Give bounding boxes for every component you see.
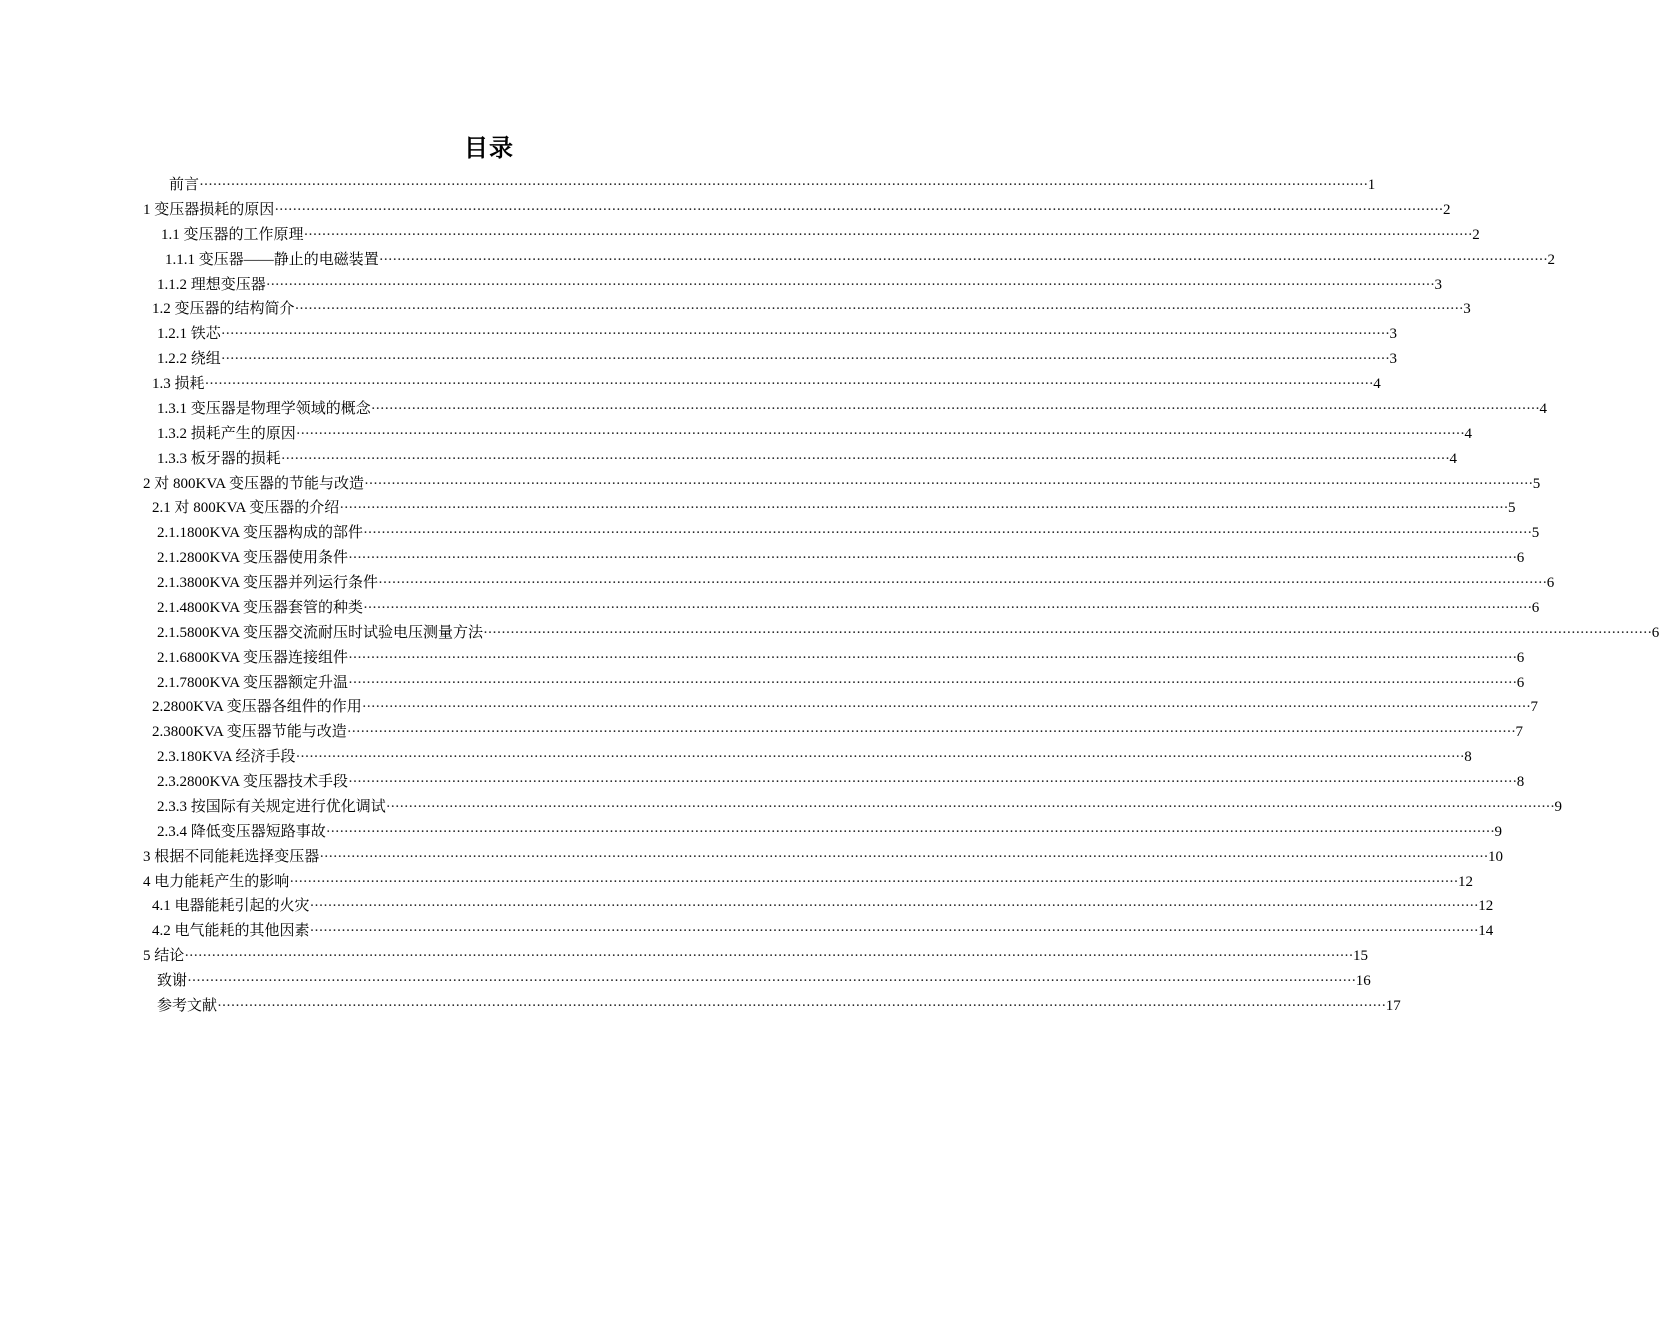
toc-entry-line bbox=[157, 397, 1547, 422]
toc-title: 目录 bbox=[464, 134, 514, 162]
toc-page-number: 6 bbox=[1531, 599, 1540, 616]
toc-entry-line bbox=[143, 198, 1451, 223]
toc-entry[interactable] bbox=[0, 198, 1451, 223]
toc-leader-dots: ···································································································································································································································································· bbox=[319, 848, 1488, 865]
toc-list bbox=[0, 173, 1659, 1019]
toc-entry-text: 2.3800KVA 变压器节能与改造 bbox=[152, 724, 347, 741]
toc-page-number: 7 bbox=[1530, 699, 1538, 716]
toc-entry-line bbox=[157, 521, 1540, 546]
toc-entry[interactable] bbox=[0, 447, 1457, 472]
toc-entry-text: 1.3.2 损耗产生的原因 bbox=[157, 425, 296, 442]
toc-entry-text: 2 对 800KVA 变压器的节能与改造 bbox=[143, 475, 364, 492]
toc-page-number: 4 bbox=[1373, 376, 1381, 392]
toc-entry-text: 2.1.4800KVA 变压器套管的种类 bbox=[157, 599, 363, 616]
toc-entry-line bbox=[152, 297, 1471, 322]
toc-leader-dots: ···································································································································································································································································· bbox=[325, 823, 1495, 840]
toc-entry-text: 2.1.1800KVA 变压器构成的部件 bbox=[157, 525, 363, 542]
toc-entry-text: 1.1.1 变压器——静止的电磁装置 bbox=[165, 251, 379, 268]
toc-entry-line bbox=[152, 919, 1494, 944]
toc-page-number: 9 bbox=[1554, 798, 1562, 815]
toc-entry[interactable] bbox=[0, 969, 1371, 994]
toc-leader-dots: ···································································································································································································································································· bbox=[339, 500, 1508, 517]
toc-leader-dots: ···································································································································································································································································· bbox=[204, 376, 1374, 392]
toc-entry-line bbox=[161, 223, 1480, 248]
toc-entry[interactable] bbox=[0, 870, 1473, 895]
toc-page-number: 1 bbox=[1367, 177, 1376, 193]
toc-entry[interactable] bbox=[0, 472, 1541, 497]
toc-entry-text: 1.3.1 变压器是物理学领域的概念 bbox=[157, 400, 371, 417]
toc-entry-text: 参考文献 bbox=[157, 997, 218, 1014]
toc-entry-line bbox=[157, 347, 1397, 372]
toc-page-number: 3 bbox=[1463, 301, 1471, 318]
toc-entry[interactable] bbox=[0, 521, 1540, 546]
toc-page-number: 6 bbox=[1546, 575, 1555, 591]
toc-page-number: 6 bbox=[1651, 624, 1659, 641]
toc-entry[interactable] bbox=[0, 223, 1480, 248]
toc-entry-text: 2.3.4 降低变压器短路事故 bbox=[157, 823, 326, 840]
toc-page-number: 14 bbox=[1478, 923, 1494, 940]
toc-entry-text: 致谢 bbox=[157, 973, 188, 989]
toc-leader-dots: ···································································································································································································································································· bbox=[274, 201, 1443, 218]
toc-leader-dots: ···································································································································································································································································· bbox=[184, 948, 1353, 965]
toc-leader-dots: ···································································································································································································································································· bbox=[364, 475, 1533, 492]
toc-leader-dots: ···································································································································································································································································· bbox=[289, 873, 1458, 890]
toc-leader-dots: ···································································································································································································································································· bbox=[363, 599, 1532, 616]
toc-entry-text: 4.1 电器能耗引起的火灾 bbox=[152, 898, 310, 915]
toc-leader-dots: ···································································································································································································································································· bbox=[220, 326, 1390, 343]
toc-entry-text: 2.1.2800KVA 变压器使用条件 bbox=[157, 550, 348, 567]
toc-entry[interactable] bbox=[0, 845, 1503, 870]
toc-entry-text: 2.2800KVA 变压器各组件的作用 bbox=[152, 699, 362, 716]
toc-entry[interactable] bbox=[0, 671, 1525, 696]
toc-entry[interactable] bbox=[0, 770, 1525, 795]
toc-page-number: 2 bbox=[1547, 251, 1555, 268]
toc-entry-text: 1 变压器损耗的原因 bbox=[143, 201, 275, 218]
toc-entry-text: 3 根据不同能耗选择变压器 bbox=[143, 848, 320, 865]
toc-page-number: 2 bbox=[1472, 226, 1480, 243]
toc-entry-text: 2.1.5800KVA 变压器交流耐压时试验电压测量方法 bbox=[157, 624, 483, 641]
toc-entry-line bbox=[157, 322, 1397, 347]
toc-entry-text: 5 结论 bbox=[143, 948, 185, 965]
toc-leader-dots: ···································································································································································································································································· bbox=[361, 699, 1531, 716]
toc-entry[interactable] bbox=[0, 173, 1376, 198]
toc-entry-text: 1.1.2 理想变压器 bbox=[157, 276, 266, 293]
toc-page-number: 10 bbox=[1488, 848, 1503, 865]
toc-entry-line bbox=[157, 745, 1472, 770]
toc-leader-dots: ···································································································································································································································································· bbox=[187, 973, 1356, 989]
toc-leader-dots: ···································································································································································································································································· bbox=[295, 749, 1465, 766]
toc-entry[interactable] bbox=[0, 720, 1523, 745]
toc-entry[interactable] bbox=[0, 397, 1547, 422]
toc-page-number: 6 bbox=[1516, 550, 1525, 567]
toc-page-number: 5 bbox=[1507, 500, 1516, 517]
toc-entry-line bbox=[143, 845, 1503, 870]
toc-entry-line bbox=[157, 820, 1502, 845]
toc-page-number: 3 bbox=[1434, 276, 1442, 293]
toc-entry-line bbox=[157, 621, 1659, 646]
toc-leader-dots: ···································································································································································································································································· bbox=[348, 774, 1517, 790]
toc-entry-line bbox=[157, 969, 1371, 994]
toc-entry-line bbox=[157, 546, 1525, 571]
toc-entry-line bbox=[157, 273, 1442, 298]
toc-entry-text: 1.2.2 绕组 bbox=[157, 351, 221, 368]
toc-page-number: 12 bbox=[1478, 898, 1494, 915]
toc-page-number: 2 bbox=[1443, 201, 1451, 218]
toc-entry-text: 4 电力能耗产生的影响 bbox=[143, 873, 290, 890]
toc-leader-dots: ···································································································································································································································································· bbox=[280, 450, 1450, 467]
toc-entry-line bbox=[157, 770, 1525, 795]
toc-entry-text: 1.3 损耗 bbox=[152, 376, 205, 392]
toc-entry-text: 前言 bbox=[169, 177, 200, 193]
toc-page-number: 9 bbox=[1494, 823, 1502, 840]
toc-entry[interactable] bbox=[0, 894, 1494, 919]
toc-leader-dots: ···································································································································································································································································· bbox=[378, 575, 1547, 591]
toc-entry-line bbox=[169, 173, 1376, 198]
toc-entry-line bbox=[157, 671, 1525, 696]
toc-entry[interactable] bbox=[0, 297, 1471, 322]
toc-entry[interactable] bbox=[0, 273, 1442, 298]
toc-entry-line bbox=[152, 496, 1516, 521]
toc-entry-text: 1.1 变压器的工作原理 bbox=[161, 226, 304, 243]
toc-entry-text: 2.1.3800KVA 变压器并列运行条件 bbox=[157, 575, 378, 591]
toc-leader-dots: ···································································································································································································································································· bbox=[199, 177, 1368, 193]
toc-entry[interactable] bbox=[0, 596, 1540, 621]
toc-entry[interactable] bbox=[0, 546, 1525, 571]
toc-entry-text: 2.3.2800KVA 变压器技术手段 bbox=[157, 774, 348, 790]
toc-leader-dots: ···································································································································································································································································· bbox=[378, 251, 1548, 268]
toc-leader-dots: ···································································································································································································································································· bbox=[363, 525, 1532, 542]
toc-page-number: 5 bbox=[1531, 525, 1540, 542]
toc-entry-text: 1.2 变压器的结构简介 bbox=[152, 301, 295, 318]
toc-entry-line bbox=[157, 994, 1401, 1019]
toc-page-number: 4 bbox=[1464, 425, 1472, 442]
toc-entry-text: 2.3.3 按国际有关规定进行优化调试 bbox=[157, 798, 386, 815]
toc-entry[interactable] bbox=[0, 248, 1555, 273]
toc-entry[interactable] bbox=[0, 919, 1494, 944]
toc-leader-dots: ···································································································································································································································································· bbox=[348, 649, 1517, 666]
toc-page-number: 4 bbox=[1539, 400, 1547, 417]
toc-leader-dots: ···································································································································································································································································· bbox=[346, 724, 1516, 741]
toc-entry-line bbox=[152, 894, 1494, 919]
toc-entry[interactable] bbox=[0, 496, 1516, 521]
toc-page-number: 15 bbox=[1353, 948, 1368, 965]
toc-entry-text: 2.1 对 800KVA 变压器的介绍 bbox=[152, 500, 340, 517]
toc-leader-dots: ···································································································································································································································································· bbox=[265, 276, 1435, 293]
toc-entry-text: 2.1.6800KVA 变压器连接组件 bbox=[157, 649, 348, 666]
toc-page-number: 16 bbox=[1355, 973, 1371, 989]
toc-entry[interactable] bbox=[0, 820, 1502, 845]
toc-entry-text: 4.2 电气能耗的其他因素 bbox=[152, 923, 310, 940]
toc-entry-text: 2.3.180KVA 经济手段 bbox=[157, 749, 296, 766]
toc-leader-dots: ···································································································································································································································································· bbox=[295, 425, 1465, 442]
toc-entry[interactable] bbox=[0, 745, 1472, 770]
toc-leader-dots: ···································································································································································································································································· bbox=[348, 674, 1517, 691]
toc-entry-line bbox=[157, 447, 1457, 472]
toc-page-number: 5 bbox=[1532, 475, 1541, 492]
toc-page-number: 17 bbox=[1385, 997, 1401, 1014]
toc-leader-dots: ···································································································································································································································································· bbox=[348, 550, 1517, 567]
toc-entry-line bbox=[157, 596, 1540, 621]
toc-entry-line bbox=[143, 472, 1541, 497]
toc-leader-dots: ···································································································································································································································································· bbox=[483, 624, 1652, 641]
toc-page-number: 12 bbox=[1458, 873, 1473, 890]
toc-entry-line bbox=[157, 571, 1555, 596]
toc-leader-dots: ···································································································································································································································································· bbox=[217, 997, 1386, 1014]
toc-page-number: 4 bbox=[1449, 450, 1457, 467]
toc-entry-line bbox=[152, 720, 1523, 745]
toc-page-number: 6 bbox=[1516, 674, 1525, 691]
toc-entry-line bbox=[157, 795, 1562, 820]
toc-page-number: 8 bbox=[1516, 774, 1525, 790]
toc-leader-dots: ···································································································································································································································································· bbox=[303, 226, 1473, 243]
toc-leader-dots: ···································································································································································································································································· bbox=[309, 898, 1479, 915]
toc-page-number: 8 bbox=[1464, 749, 1472, 766]
toc-leader-dots: ···································································································································································································································································· bbox=[294, 301, 1464, 318]
toc-entry[interactable] bbox=[0, 795, 1562, 820]
toc-page-number: 7 bbox=[1515, 724, 1523, 741]
toc-entry-text: 1.2.1 铁芯 bbox=[157, 326, 221, 343]
toc-entry-line bbox=[157, 422, 1472, 447]
toc-entry-line bbox=[143, 944, 1368, 969]
toc-entry[interactable] bbox=[0, 994, 1401, 1019]
toc-leader-dots: ···································································································································································································································································· bbox=[309, 923, 1479, 940]
toc-entry[interactable] bbox=[0, 422, 1472, 447]
toc-entry[interactable] bbox=[0, 621, 1659, 646]
toc-entry[interactable] bbox=[0, 347, 1397, 372]
toc-entry-line bbox=[157, 646, 1525, 671]
toc-entry[interactable] bbox=[0, 322, 1397, 347]
toc-entry-text: 2.1.7800KVA 变压器额定升温 bbox=[157, 674, 348, 691]
toc-entry[interactable] bbox=[0, 695, 1538, 720]
toc-entry-line bbox=[143, 870, 1473, 895]
toc-entry[interactable] bbox=[0, 944, 1368, 969]
toc-page-number: 3 bbox=[1389, 351, 1397, 368]
toc-leader-dots: ···································································································································································································································································· bbox=[385, 798, 1555, 815]
toc-entry[interactable] bbox=[0, 571, 1555, 596]
toc-entry[interactable] bbox=[0, 372, 1381, 397]
toc-page-number: 3 bbox=[1389, 326, 1397, 343]
toc-entry-text: 1.3.3 板牙器的损耗 bbox=[157, 450, 281, 467]
toc-entry-line bbox=[165, 248, 1555, 273]
toc-leader-dots: ···································································································································································································································································· bbox=[220, 351, 1390, 368]
toc-entry-line bbox=[152, 372, 1381, 397]
toc-page-number: 6 bbox=[1516, 649, 1525, 666]
toc-leader-dots: ···································································································································································································································································· bbox=[370, 400, 1540, 417]
toc-entry[interactable] bbox=[0, 646, 1525, 671]
toc-entry-line bbox=[152, 695, 1538, 720]
